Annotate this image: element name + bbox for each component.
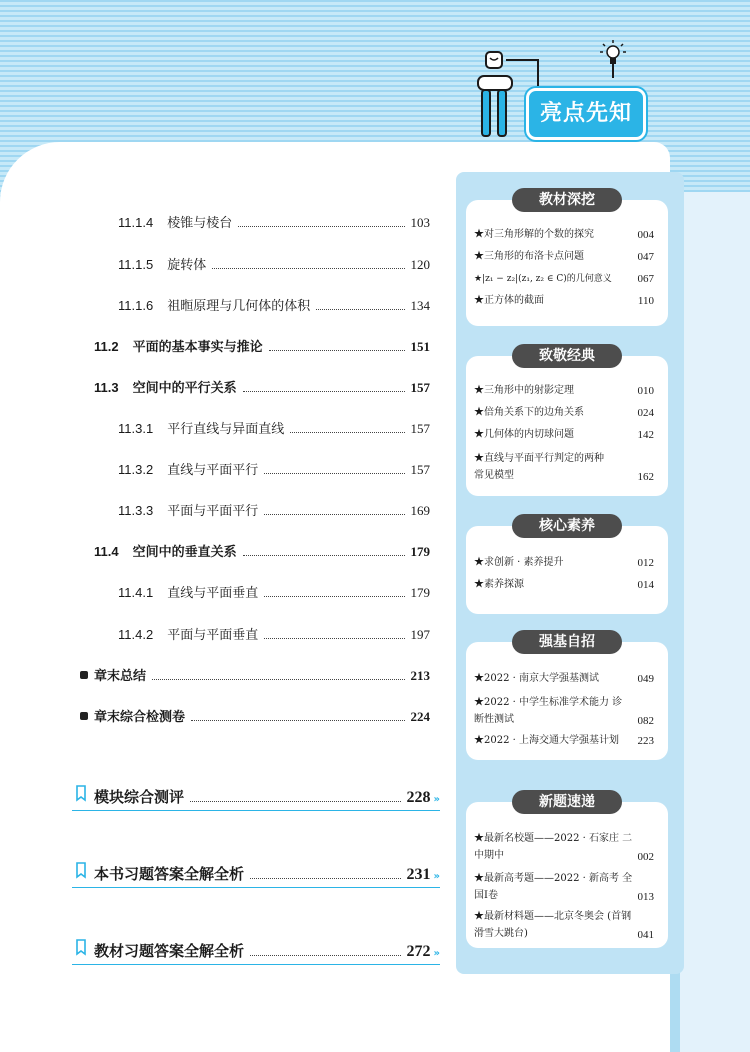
toc-row[interactable] (118, 459, 430, 477)
list-item[interactable]: ★直线与平面平行判定的两种 常见模型 162 (474, 453, 654, 483)
list-item[interactable]: ★最新高考题——2022 · 新高考 全国Ⅰ卷 013 (474, 873, 654, 903)
list-item[interactable]: ★几何体的内切球问题 142 (474, 429, 654, 441)
box-title: 核心素养 (512, 514, 622, 538)
list-item[interactable]: ★2022 · 上海交通大学强基计划 223 (474, 735, 654, 747)
toc-page: 224 (410, 709, 430, 724)
toc-title: 祖暅原理与几何体的体积 (167, 299, 311, 314)
toc-title: 直线与平面垂直 (167, 586, 259, 601)
toc-title: 旋转体 (167, 258, 207, 273)
list-item[interactable]: ★最新材料题——北京冬奥会 (首钢滑雪大跳台) 041 (474, 911, 654, 941)
box-title: 致敬经典 (512, 344, 622, 368)
major-section-row[interactable] (74, 938, 440, 960)
major-section-row[interactable] (74, 861, 440, 883)
lightbulb-icon (598, 38, 628, 78)
toc-row[interactable] (118, 624, 430, 642)
toc-number: 11.3 (94, 380, 119, 395)
major-section-row[interactable] (74, 784, 440, 806)
toc-row[interactable] (118, 500, 430, 518)
book-marker-icon (74, 938, 88, 956)
book-marker-icon (74, 861, 88, 879)
list-item[interactable]: ★倍角关系下的边角关系 024 (474, 407, 654, 419)
double-arrow-icon: » (433, 871, 440, 882)
double-arrow-icon: » (433, 794, 440, 805)
list-item[interactable]: ★正方体的截面 110 (474, 295, 654, 307)
toc-row[interactable] (94, 377, 430, 395)
toc-number: 11.3.3 (118, 503, 154, 518)
list-item[interactable]: ★求创新 · 素养提升 012 (474, 557, 654, 569)
major-section-page: 228 (406, 789, 431, 806)
list-item[interactable]: ★2022 · 南京大学强基测试 049 (474, 673, 654, 685)
list-item[interactable]: ★最新名校题——2022 · 石家庄 二中期中 002 (474, 833, 654, 863)
toc-number: 11.1.4 (118, 215, 154, 230)
header-title: 亮点先知 (539, 101, 632, 126)
toc-title: 章末综合检测卷 (94, 710, 186, 725)
toc-number: 11.4 (94, 544, 119, 559)
toc-row[interactable] (94, 541, 430, 559)
major-section-page: 231 (406, 866, 431, 883)
toc-row[interactable] (118, 254, 430, 272)
toc-row[interactable] (80, 665, 430, 683)
toc-number: 11.4.2 (118, 627, 154, 642)
toc-row[interactable] (80, 706, 430, 724)
toc-title: 平面的基本事实与推论 (132, 340, 263, 355)
toc-page: 157 (410, 380, 430, 395)
toc-row[interactable] (94, 336, 430, 354)
toc-page: 169 (410, 503, 430, 518)
list-item[interactable]: ★素养探源 014 (474, 579, 654, 591)
major-section-page: 272 (406, 943, 431, 960)
list-item[interactable]: ★三角形的布洛卡点问题 047 (474, 251, 654, 263)
square-bullet-icon (80, 671, 88, 679)
list-item[interactable]: ★对三角形解的个数的探究 004 (474, 229, 654, 241)
toc-row[interactable] (118, 418, 430, 436)
toc-page: 197 (410, 627, 430, 642)
toc-page: 134 (410, 298, 430, 313)
section-divider (72, 964, 440, 965)
box-title: 强基自招 (512, 630, 622, 654)
toc-page: 151 (410, 339, 430, 354)
list-item[interactable]: ★三角形中的射影定理 010 (474, 385, 654, 397)
box-title: 新题速递 (512, 790, 622, 814)
toc-title: 平面与平面平行 (167, 504, 259, 519)
box-title: 教材深挖 (512, 188, 622, 212)
toc-title: 棱锥与棱台 (167, 216, 233, 231)
list-item[interactable]: ★|z₁ − z₂|(z₁, z₂ ∈ C)的几何意义 067 (474, 273, 654, 285)
header-badge (526, 88, 646, 140)
toc-title: 空间中的平行关系 (132, 381, 237, 396)
major-section-title: 教材习题答案全解全析 (94, 942, 245, 960)
toc-number: 11.3.1 (118, 421, 154, 436)
book-marker-icon (74, 784, 88, 802)
list-item[interactable]: ★2022 · 中学生标准学术能力 诊断性测试 082 (474, 697, 654, 727)
toc-row[interactable] (118, 212, 430, 230)
toc-title: 平行直线与异面直线 (167, 422, 285, 437)
toc-title: 章末总结 (94, 669, 147, 684)
toc-number: 11.3.2 (118, 462, 154, 477)
toc-page: 179 (410, 544, 430, 559)
toc-page: 213 (410, 668, 430, 683)
toc-title: 平面与平面垂直 (167, 628, 259, 643)
major-section-title: 本书习题答案全解全析 (94, 865, 245, 883)
toc-page: 103 (410, 215, 430, 230)
toc-title: 直线与平面平行 (167, 463, 259, 478)
toc-page: 157 (410, 462, 430, 477)
toc-number: 11.4.1 (118, 585, 154, 600)
box-core-literacy (466, 526, 668, 614)
section-divider (72, 887, 440, 888)
toc-page: 179 (410, 585, 430, 600)
toc-page: 120 (410, 257, 430, 272)
double-arrow-icon: » (433, 948, 440, 959)
square-bullet-icon (80, 712, 88, 720)
major-section-title: 模块综合测评 (94, 788, 185, 806)
toc-number: 11.1.6 (118, 298, 154, 313)
section-divider (72, 810, 440, 811)
toc-page: 157 (410, 421, 430, 436)
toc-number: 11.1.5 (118, 257, 154, 272)
toc-row[interactable] (118, 295, 430, 313)
toc-number: 11.2 (94, 339, 119, 354)
toc-row[interactable] (118, 582, 430, 600)
toc-title: 空间中的垂直关系 (132, 545, 237, 560)
